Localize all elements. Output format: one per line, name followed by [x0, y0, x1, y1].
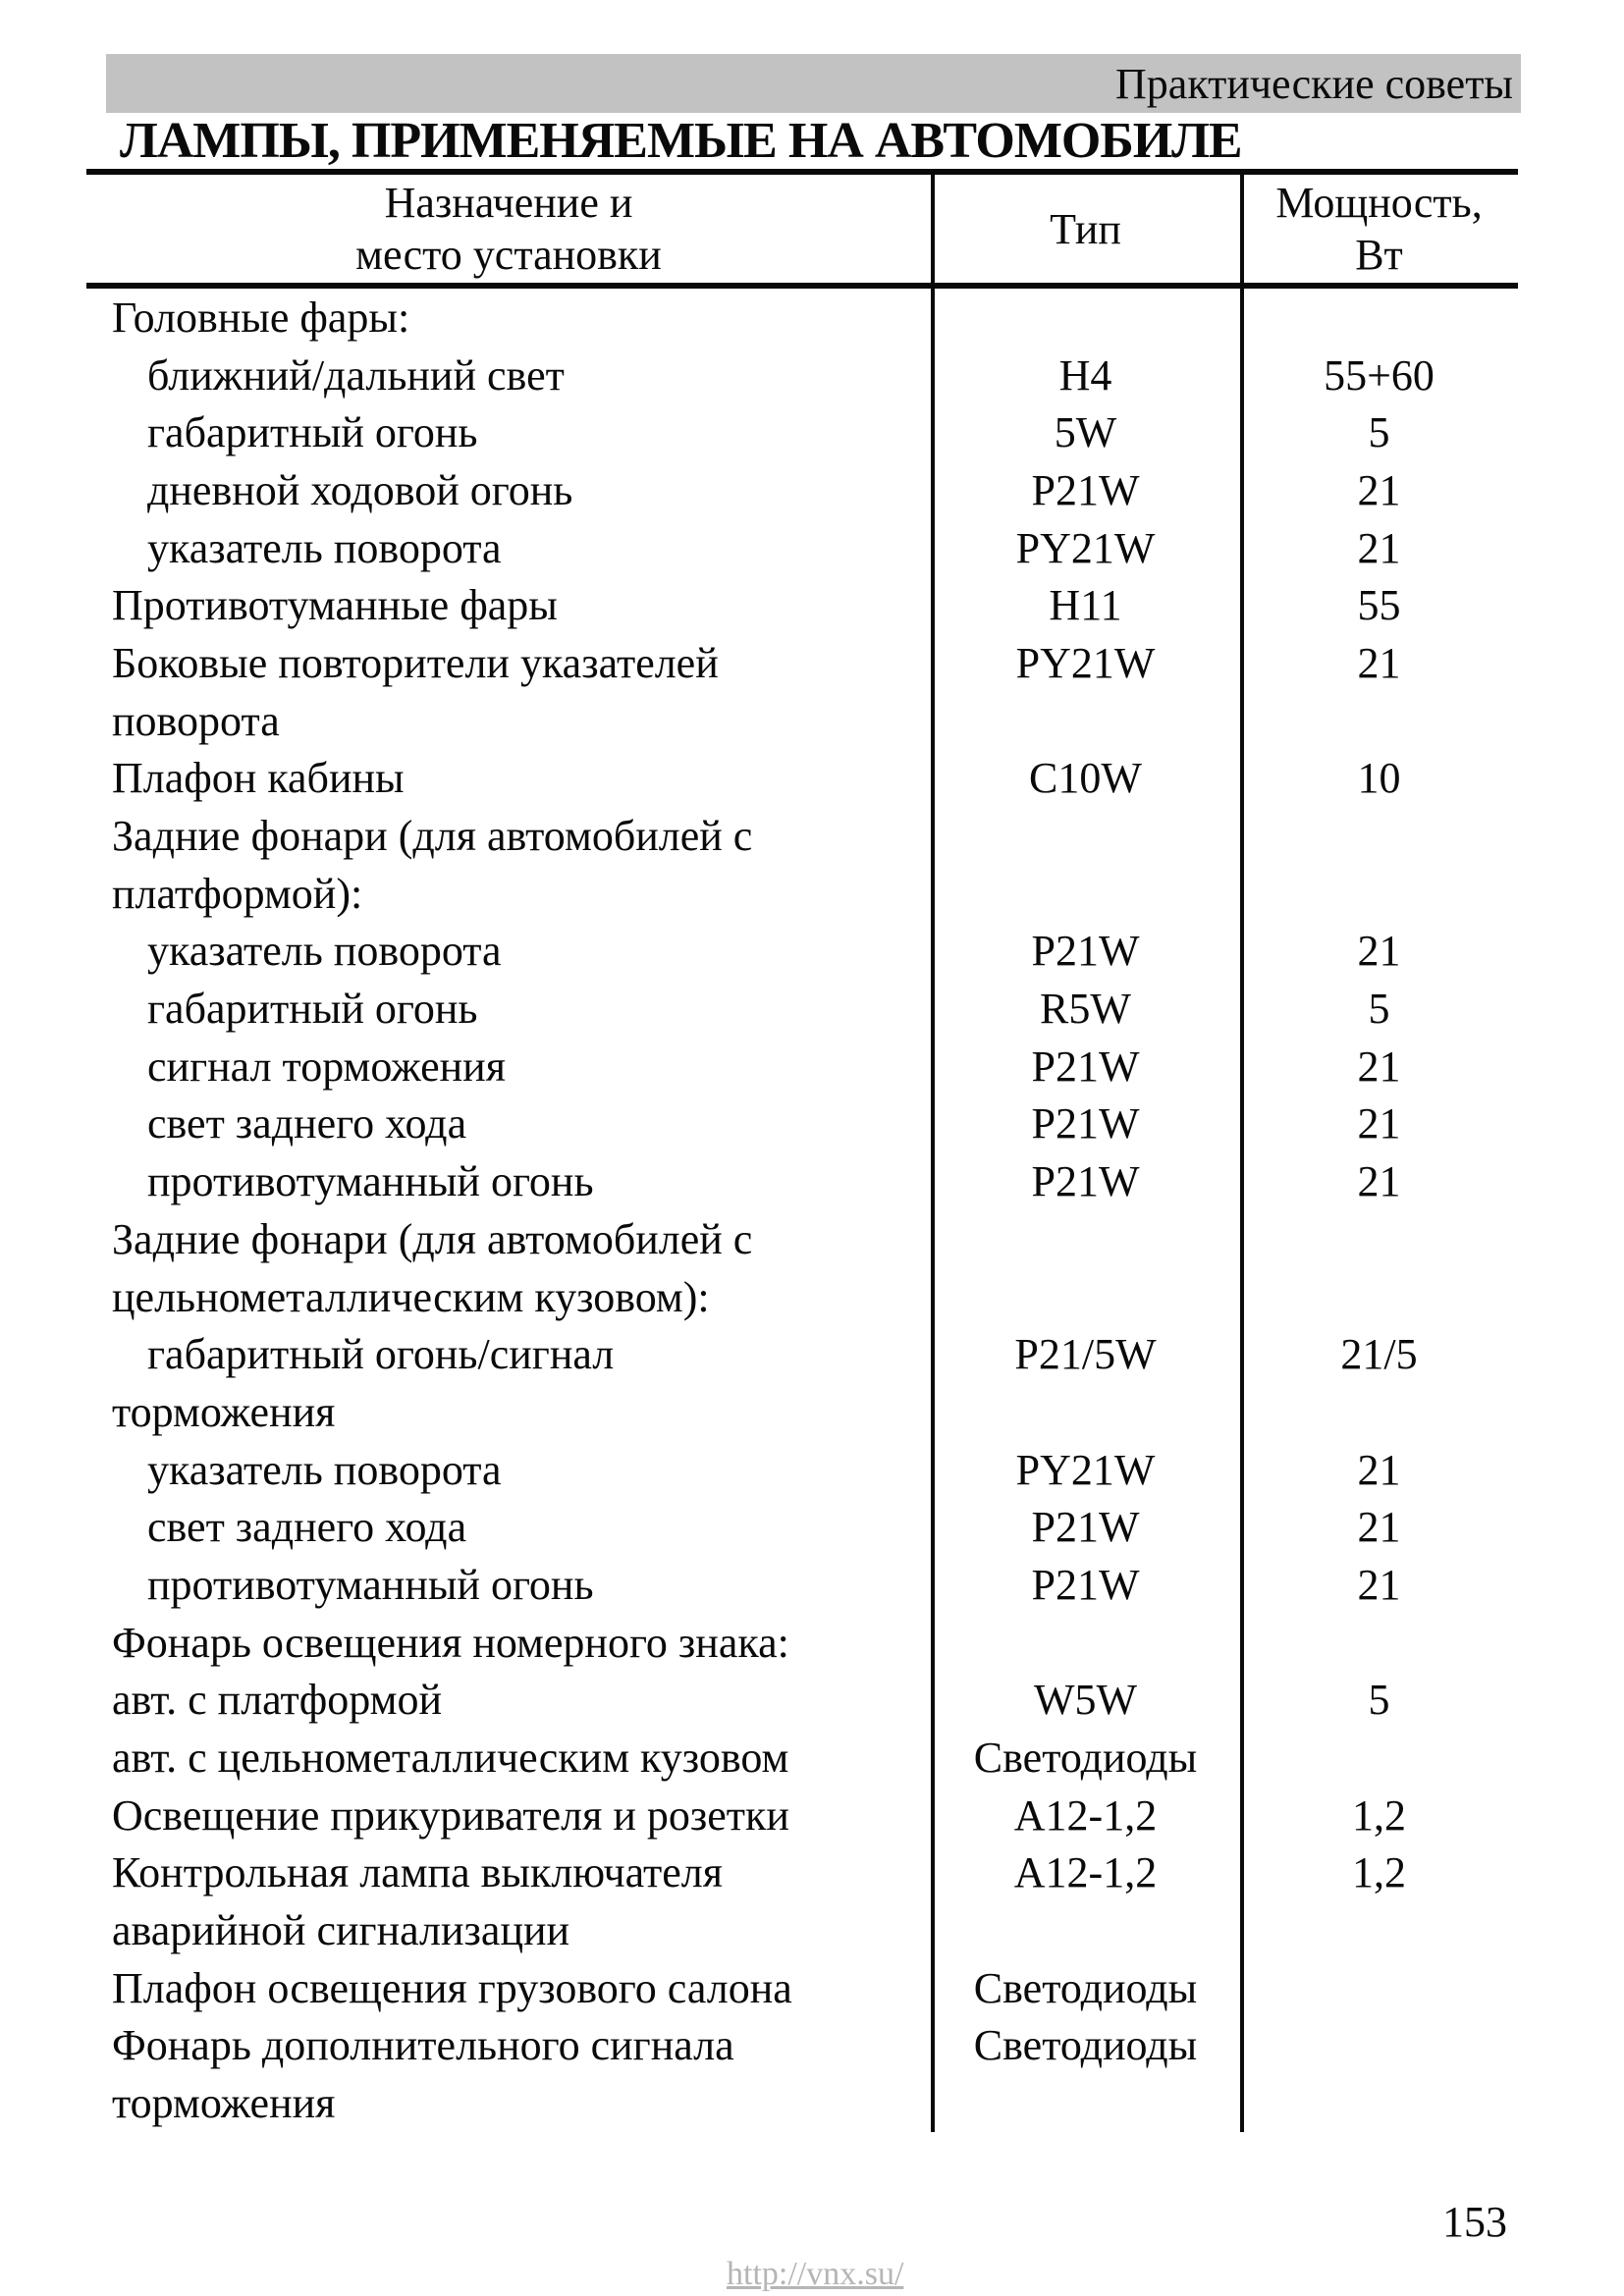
table-row	[86, 750, 1518, 808]
cell-type: H4	[1058, 350, 1112, 400]
cell-purpose: поворота	[112, 696, 280, 745]
cell-power: 21/5	[1340, 1330, 1418, 1379]
cell-type: PY21W	[1015, 638, 1156, 687]
table-header-purpose-line1: Назначение и	[384, 179, 633, 227]
table-row	[86, 1901, 1518, 1959]
cell-type: А12-1,2	[1013, 1790, 1158, 1840]
table-row	[86, 1729, 1518, 1787]
cell-type: Светодиоды	[973, 1963, 1198, 2012]
table-row	[86, 1268, 1518, 1326]
cell-purpose: габаритный огонь	[147, 985, 478, 1034]
table-header-purpose	[86, 177, 931, 281]
table-row	[86, 923, 1518, 981]
cell-purpose: аварийной сигнализации	[112, 1906, 570, 1955]
table-header-power-line2: Вт	[1355, 231, 1403, 279]
cell-purpose: габаритный огонь/сигнал	[147, 1330, 615, 1379]
cell-power: 21	[1357, 523, 1401, 572]
table-row	[86, 403, 1518, 461]
cell-purpose: свет заднего хода	[147, 1503, 467, 1552]
table-row	[86, 634, 1518, 692]
table-top-rule	[86, 169, 1518, 175]
cell-purpose: Освещение прикуривателя и розетки	[112, 1790, 789, 1840]
cell-power: 21	[1357, 638, 1401, 687]
cell-type: PY21W	[1015, 523, 1156, 572]
cell-purpose: Плафон кабины	[112, 754, 405, 803]
table-row	[86, 2017, 1518, 2075]
table-row	[86, 1152, 1518, 1210]
table-row	[86, 692, 1518, 750]
cell-purpose: габаритный огонь	[147, 408, 478, 457]
table-row	[86, 1672, 1518, 1730]
cell-purpose: цельнометаллическим кузовом):	[112, 1272, 710, 1321]
cell-power: 21	[1357, 1445, 1401, 1494]
cell-power: 21	[1357, 927, 1401, 976]
cell-type: P21W	[1031, 1560, 1140, 1609]
cell-power: 5	[1368, 1676, 1390, 1725]
cell-type: P21/5W	[1014, 1330, 1157, 1379]
table-row	[86, 1614, 1518, 1672]
table-row	[86, 1844, 1518, 1902]
section-header-bar	[106, 54, 1521, 113]
cell-power: 21	[1357, 1157, 1401, 1206]
cell-purpose: авт. с платформой	[112, 1676, 443, 1725]
cell-purpose: платформой):	[112, 869, 363, 918]
cell-purpose: указатель поворота	[147, 1445, 502, 1494]
page-title: ЛАМПЫ, ПРИМЕНЯЕМЫЕ НА АВТОМОБИЛЕ	[120, 113, 1242, 169]
cell-purpose: Задние фонари (для автомобилей с	[112, 812, 753, 861]
cell-purpose: Задние фонари (для автомобилей с	[112, 1214, 753, 1263]
cell-power: 55	[1357, 581, 1401, 630]
table-row	[86, 289, 1518, 347]
cell-power: 21	[1357, 465, 1401, 514]
cell-purpose: торможения	[112, 1387, 336, 1436]
table-row	[86, 1959, 1518, 2017]
cell-type: C10W	[1029, 754, 1142, 803]
table-row	[86, 576, 1518, 634]
table-row	[86, 1038, 1518, 1095]
cell-purpose: ближний/дальний свет	[147, 350, 565, 400]
table-header-row	[86, 177, 1518, 281]
table-row	[86, 2074, 1518, 2132]
cell-purpose: указатель поворота	[147, 523, 502, 572]
cell-type: R5W	[1040, 985, 1131, 1034]
cell-type: PY21W	[1015, 1445, 1156, 1494]
cell-power: 10	[1357, 754, 1401, 803]
cell-type: H11	[1049, 581, 1122, 630]
cell-purpose: торможения	[112, 2079, 336, 2128]
cell-type: P21W	[1031, 1099, 1140, 1148]
table-body	[86, 289, 1518, 2132]
cell-purpose: указатель поворота	[147, 927, 502, 976]
cell-type: P21W	[1031, 465, 1140, 514]
section-header-label: Практические советы	[1115, 59, 1513, 108]
cell-type: W5W	[1033, 1676, 1138, 1725]
table-row	[86, 1095, 1518, 1153]
cell-purpose: свет заднего хода	[147, 1099, 467, 1148]
watermark-link[interactable]: http://vnx.su/	[727, 2256, 904, 2292]
cell-purpose: сигнал торможения	[147, 1041, 506, 1091]
cell-power: 5	[1368, 985, 1390, 1034]
cell-type: А12-1,2	[1013, 1848, 1158, 1897]
cell-type: P21W	[1031, 1041, 1140, 1091]
table-row	[86, 865, 1518, 923]
cell-power: 1,2	[1352, 1790, 1406, 1840]
cell-type: P21W	[1031, 927, 1140, 976]
table-row	[86, 461, 1518, 519]
cell-type: P21W	[1031, 1157, 1140, 1206]
cell-type: Светодиоды	[973, 1734, 1198, 1783]
table-row	[86, 347, 1518, 404]
cell-power: 21	[1357, 1099, 1401, 1148]
table-row	[86, 1787, 1518, 1844]
cell-purpose: Контрольная лампа выключателя	[112, 1848, 723, 1897]
table-row	[86, 980, 1518, 1038]
page-number: 153	[1442, 2198, 1507, 2246]
cell-type: P21W	[1031, 1503, 1140, 1552]
cell-power: 1,2	[1352, 1848, 1406, 1897]
cell-purpose: Боковые повторители указателей	[112, 638, 719, 687]
cell-power: 21	[1357, 1041, 1401, 1091]
cell-purpose: Плафон освещения грузового салона	[112, 1963, 792, 2012]
table-header-power-line1: Мощность,	[1275, 179, 1483, 227]
cell-type: 5W	[1054, 408, 1117, 457]
table-row	[86, 519, 1518, 577]
table-row	[86, 1210, 1518, 1268]
cell-power: 5	[1368, 408, 1390, 457]
table-row	[86, 1556, 1518, 1614]
cell-power: 21	[1357, 1560, 1401, 1609]
cell-purpose: дневной ходовой огонь	[147, 465, 573, 514]
table-header-purpose-line2: место установки	[355, 231, 662, 279]
table-header-power	[1240, 177, 1518, 281]
table-row	[86, 1441, 1518, 1499]
cell-power: 21	[1357, 1503, 1401, 1552]
cell-purpose: Фонарь дополнительного сигнала	[112, 2021, 734, 2070]
table-header-type	[931, 177, 1240, 281]
cell-purpose: противотуманный огонь	[147, 1157, 594, 1206]
table-header-type-label: Тип	[1050, 204, 1121, 253]
cell-purpose: авт. с цельнометаллическим кузовом	[112, 1734, 789, 1783]
table-row	[86, 807, 1518, 865]
cell-power: 55+60	[1324, 350, 1435, 400]
cell-purpose: Головные фары:	[112, 293, 410, 342]
cell-purpose: Фонарь освещения номерного знака:	[112, 1618, 789, 1667]
cell-purpose: Противотуманные фары	[112, 581, 558, 630]
cell-type: Светодиоды	[973, 2021, 1198, 2070]
table-row	[86, 1325, 1518, 1383]
table-row	[86, 1383, 1518, 1441]
cell-purpose: противотуманный огонь	[147, 1560, 594, 1609]
table-row	[86, 1498, 1518, 1556]
